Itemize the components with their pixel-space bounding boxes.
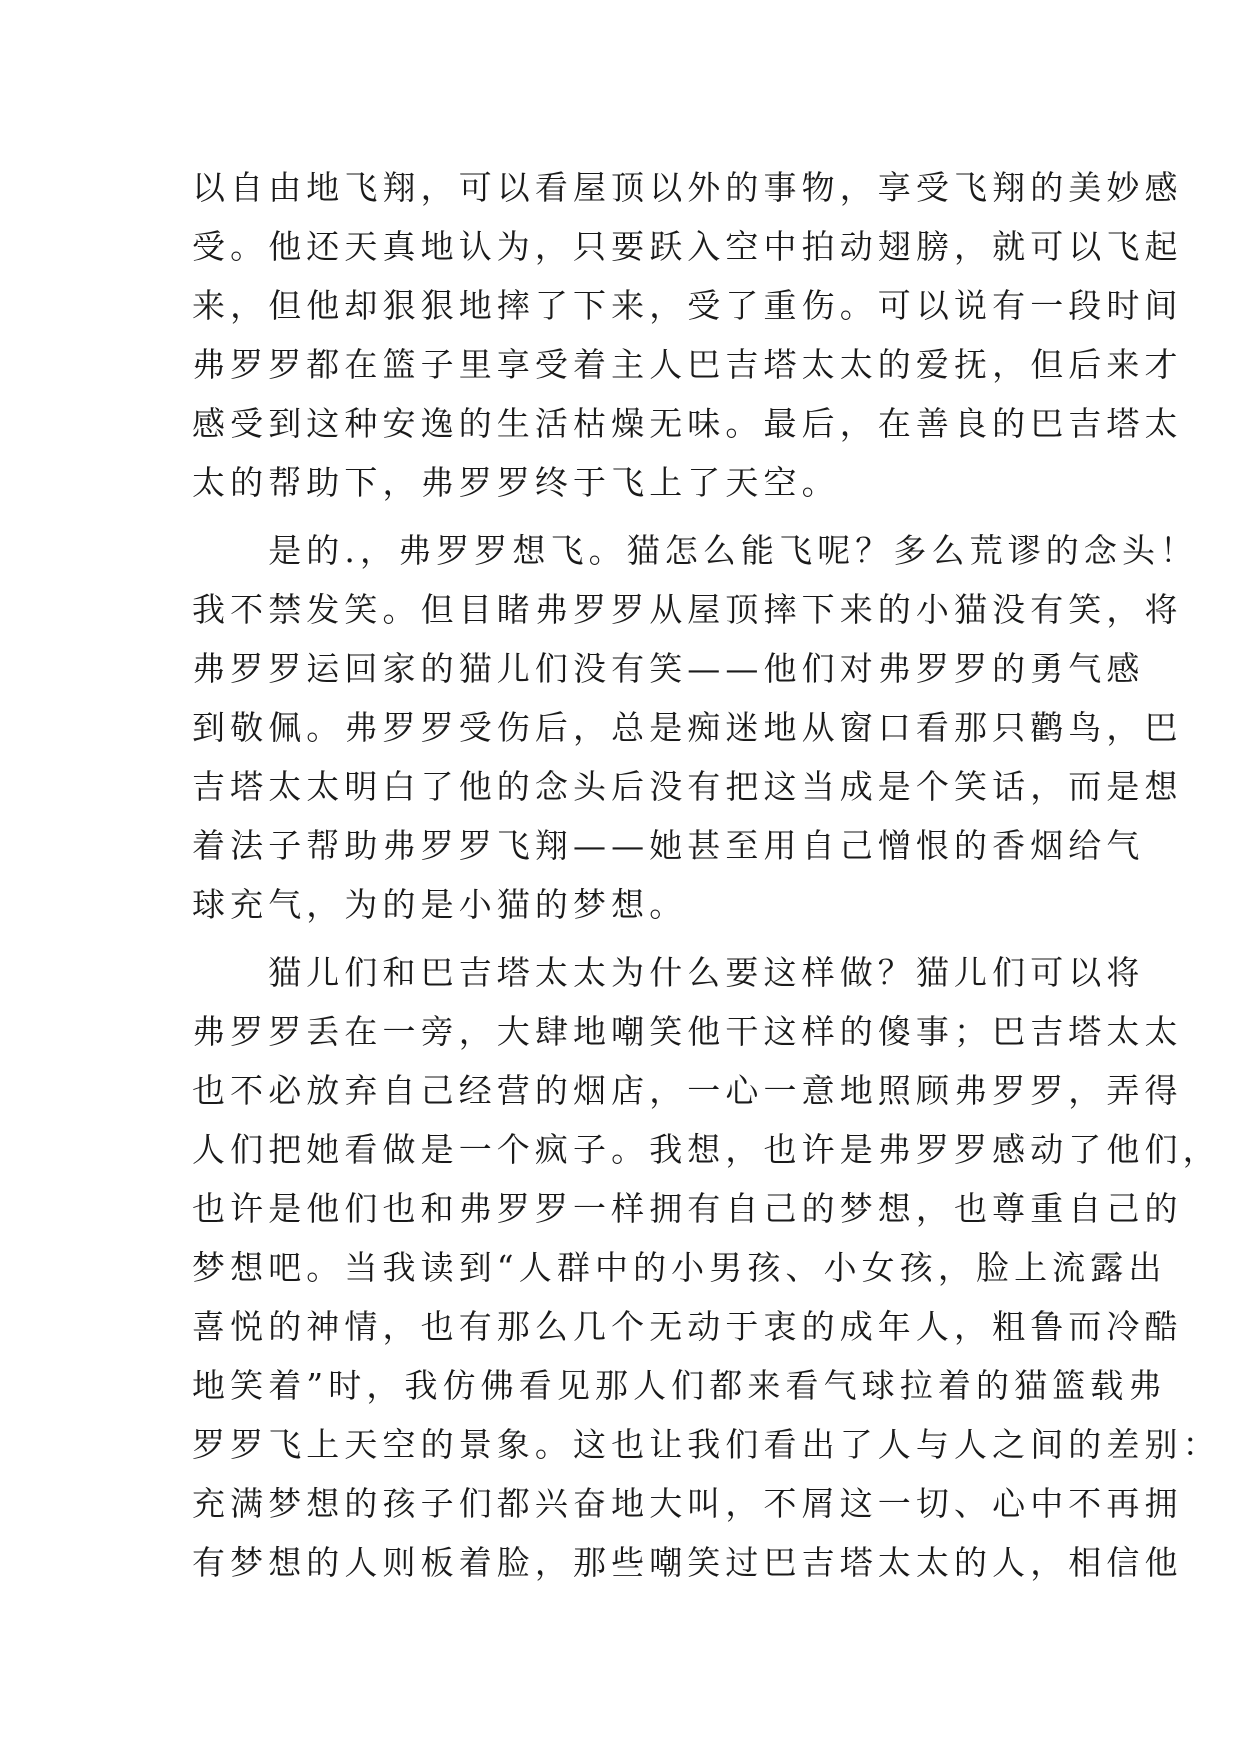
text-line: 充满梦想的孩子们都兴奋地大叫，不屑这一切、心中不再拥 — [192, 1484, 1183, 1523]
text-line: 我不禁发笑。但目睹弗罗罗从屋顶摔下来的小猫没有笑，将 — [192, 590, 1183, 629]
text-line: 是的.，弗罗罗想飞。猫怎么能飞呢？多么荒谬的念头！ — [192, 531, 1199, 570]
paragraph-gap — [192, 512, 1062, 521]
text-line: 吉塔太太明白了他的念头后没有把这当成是个笑话，而是想 — [192, 767, 1183, 806]
text-line: 人们把她看做是一个疯子。我想，也许是弗罗罗感动了他们， — [192, 1130, 1221, 1169]
text-line: 太的帮助下，弗罗罗终于飞上了天空。 — [192, 463, 840, 502]
text-line: 也不必放弃自己经营的烟店，一心一意地照顾弗罗罗，弄得 — [192, 1071, 1183, 1110]
text-line: 也许是他们也和弗罗罗一样拥有自己的梦想，也尊重自己的 — [192, 1189, 1183, 1228]
paragraph-1 — [192, 158, 1183, 512]
text-line: 弗罗罗运回家的猫儿们没有笑——他们对弗罗罗的勇气感 — [192, 649, 1145, 688]
text-line: 弗罗罗丢在一旁，大肆地嘲笑他干这样的傻事；巴吉塔太太 — [192, 1012, 1183, 1051]
text-line: 到敬佩。弗罗罗受伤后，总是痴迷地从窗口看那只鹳鸟，巴 — [192, 708, 1183, 747]
text-line: 受。他还天真地认为，只要跃入空中拍动翅膀，就可以飞起 — [192, 227, 1183, 266]
body-text — [192, 158, 1221, 1592]
text-line: 弗罗罗都在篮子里享受着主人巴吉塔太太的爱抚，但后来才 — [192, 345, 1183, 384]
paragraph-3 — [192, 943, 1221, 1592]
text-line: 感受到这种安逸的生活枯燥无味。最后，在善良的巴吉塔太 — [192, 404, 1183, 443]
text-line: 猫儿们和巴吉塔太太为什么要这样做？猫儿们可以将 — [192, 953, 1145, 992]
text-line: 着法子帮助弗罗罗飞翔——她甚至用自己憎恨的香烟给气 — [192, 826, 1145, 865]
text-line: 以自由地飞翔，可以看屋顶以外的事物，享受飞翔的美妙感 — [192, 168, 1183, 207]
text-line: 喜悦的神情，也有那么几个无动于衷的成年人，粗鲁而冷酷 — [192, 1307, 1183, 1346]
text-line: 罗罗飞上天空的景象。这也让我们看出了人与人之间的差别： — [192, 1425, 1221, 1464]
text-line: 梦想吧。当我读到“人群中的小男孩、小女孩，脸上流露出 — [192, 1248, 1167, 1287]
text-line: 地笑着”时，我仿佛看见那人们都来看气球拉着的猫篮载弗 — [192, 1366, 1167, 1405]
text-line: 球充气，为的是小猫的梦想。 — [192, 885, 688, 924]
text-line: 有梦想的人则板着脸，那些嘲笑过巴吉塔太太的人，相信他 — [192, 1543, 1183, 1582]
paragraph-gap — [192, 934, 1062, 943]
paragraph-2 — [192, 521, 1199, 934]
text-line: 来，但他却狠狠地摔了下来，受了重伤。可以说有一段时间 — [192, 286, 1183, 325]
